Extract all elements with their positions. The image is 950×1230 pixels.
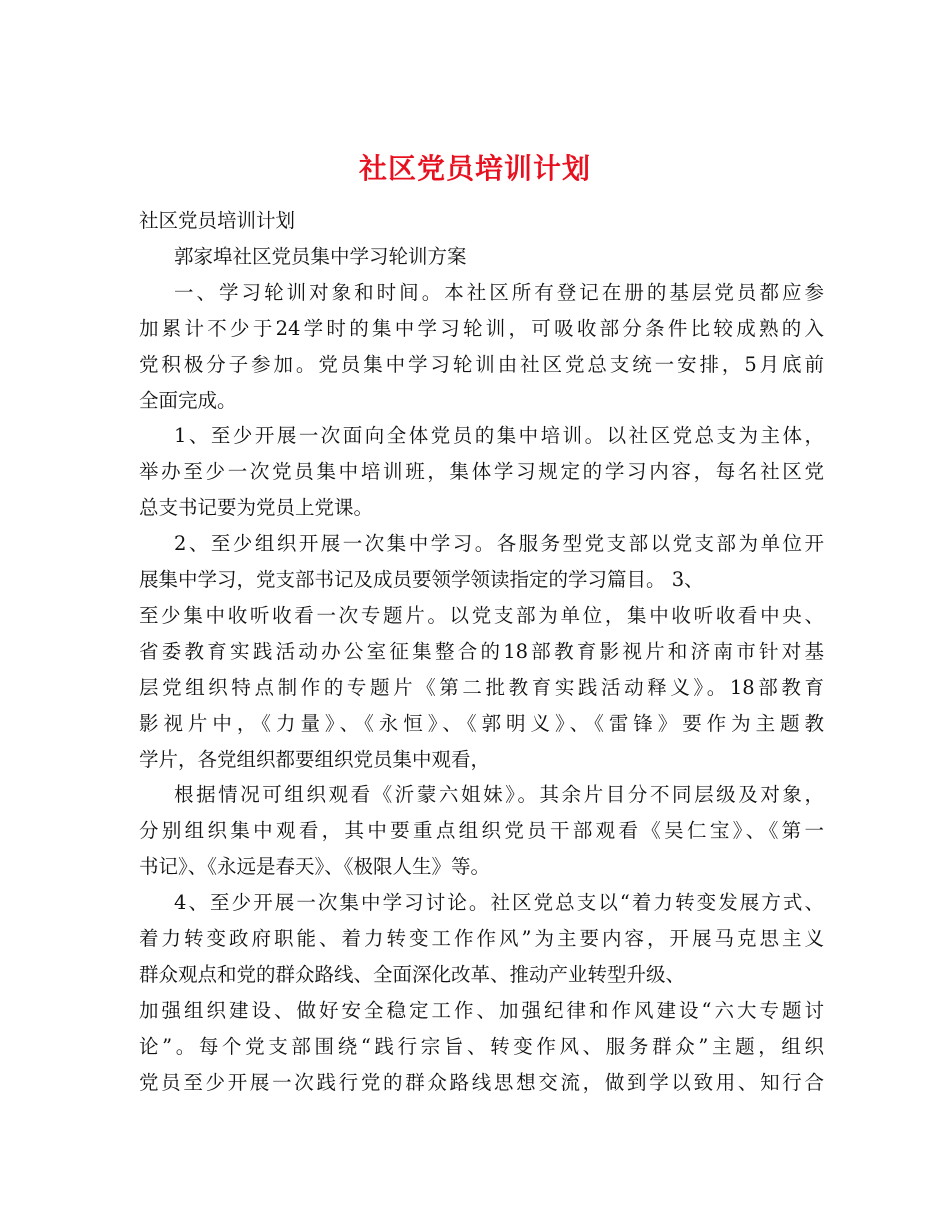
body-line: 层党组织特点制作的专题片《第二批教育实践活动释义》。18部教育: [139, 675, 824, 699]
body-line: 影视片中，《力量》、《永恒》、《郭明义》、《雷锋》要作为主题教: [139, 711, 824, 735]
body-line: 党积极分子参加。党员集中学习轮训由社区党总支统一安排，5月底前: [139, 352, 824, 376]
body-line: 举办至少一次党员集中培训班，集体学习规定的学习内容，每名社区党: [139, 460, 824, 484]
body-line: 党员至少开展一次践行党的群众路线思想交流，做到学以致用、知行合: [139, 1070, 824, 1094]
body-line: 一、学习轮训对象和时间。本社区所有登记在册的基层党员都应参: [174, 280, 824, 304]
document-title: 社区党员培训计划: [358, 151, 591, 185]
body-line: 4、至少开展一次集中学习讨论。社区党总支以“着力转变发展方式、: [174, 891, 824, 915]
body-line: 展集中学习，党支部书记及成员要领学领读指定的学习篇目。 3、: [139, 568, 704, 591]
body-line: 根据情况可组织观看《沂蒙六姐妹》。其余片目分不同层级及对象，: [174, 783, 824, 807]
body-line: 1、至少开展一次面向全体党员的集中培训。以社区党总支为主体，: [174, 424, 824, 448]
body-line: 总支书记要为党员上党课。: [139, 496, 374, 520]
body-line: 郭家埠社区党员集中学习轮训方案: [174, 244, 467, 268]
body-line: 全面完成。: [139, 388, 237, 412]
body-line: 群众观点和党的群众路线、全面深化改革、推动产业转型升级、: [139, 962, 686, 986]
body-line: 加强组织建设、做好安全稳定工作、加强纪律和作风建设“六大专题讨: [139, 998, 824, 1022]
body-line: 论”。每个党支部围绕“践行宗旨、转变作风、服务群众”主题，组织: [139, 1034, 824, 1058]
body-line: 着力转变政府职能、着力转变工作作风”为主要内容，开展马克思主义: [139, 927, 824, 950]
body-line: 学片，各党组织都要组织党员集中观看，: [139, 747, 491, 771]
body-line: 加累计不少于24学时的集中学习轮训，可吸收部分条件比较成熟的入: [139, 316, 824, 340]
body-line: 分别组织集中观看，其中要重点组织党员干部观看《吴仁宝》、《第一: [139, 819, 824, 843]
body-line: 至少集中收听收看一次专题片。以党支部为单位，集中收听收看中央、: [139, 603, 824, 627]
body-line: 社区党员培训计划: [139, 209, 296, 232]
body-line: 书记》、《永远是春天》、《极限人生》等。: [139, 855, 491, 879]
body-line: 2、至少组织开展一次集中学习。各服务型党支部以党支部为单位开: [174, 532, 824, 556]
body-line: 省委教育实践活动办公室征集整合的18部教育影视片和济南市针对基: [139, 639, 824, 663]
